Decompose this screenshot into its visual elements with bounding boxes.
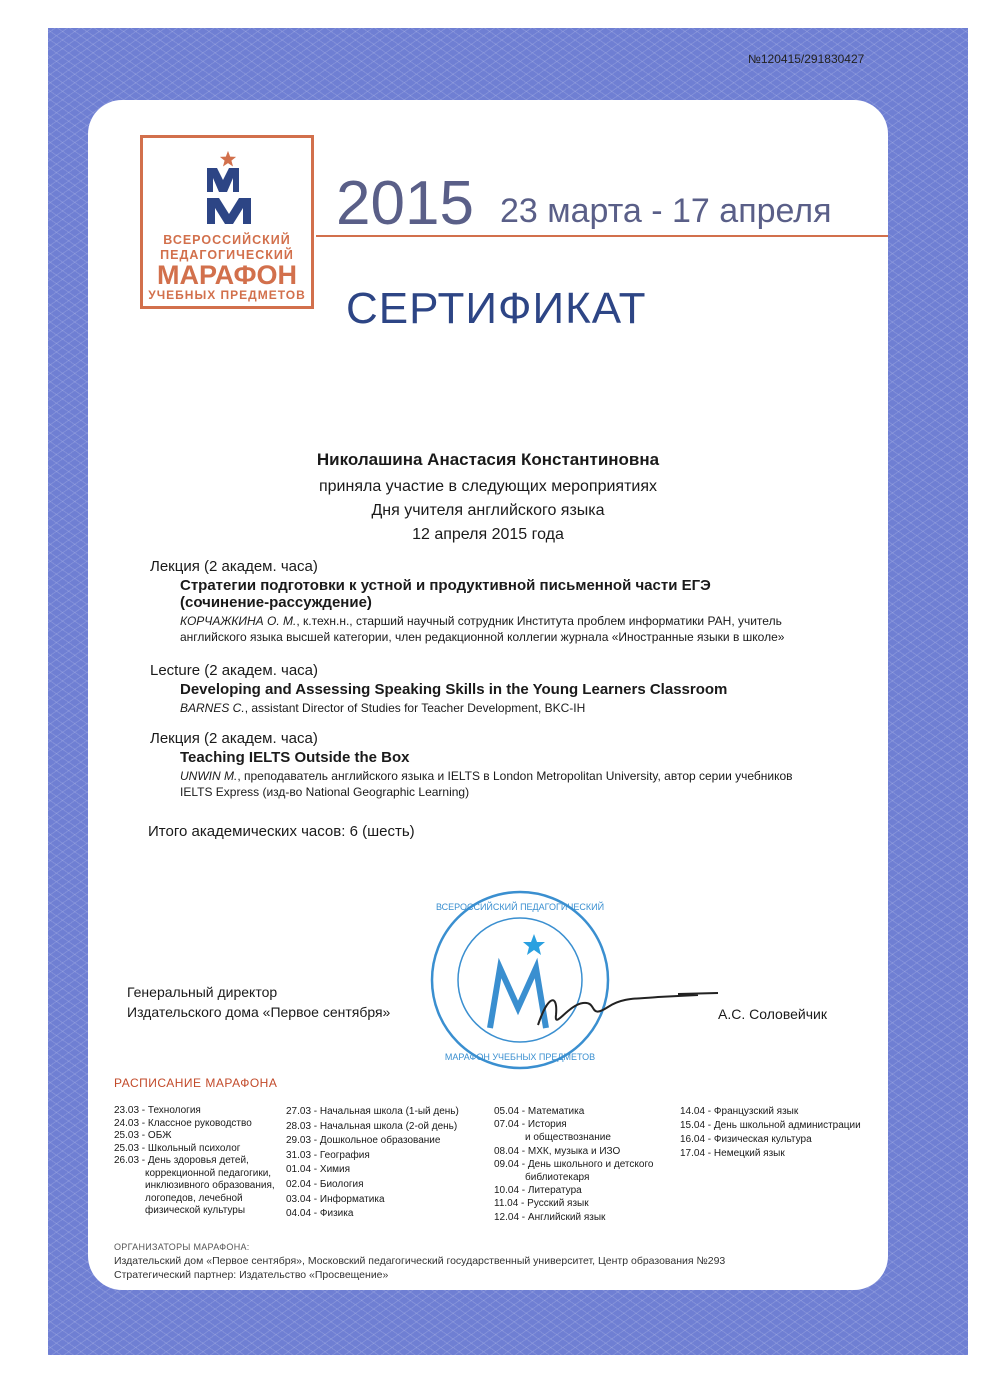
schedule-item: 12.04 - Английский язык bbox=[494, 1211, 606, 1223]
seal-stamp bbox=[428, 888, 612, 1072]
participation-text: приняла участие в следующих мероприятиях bbox=[318, 478, 658, 495]
schedule-item: 31.03 - География bbox=[286, 1149, 370, 1161]
schedule-item: 04.04 - Физика bbox=[286, 1208, 354, 1220]
lecture-title: Teaching IELTS Outside the Box bbox=[180, 749, 410, 766]
schedule-item: 29.03 - Дошкольное образование bbox=[286, 1135, 441, 1147]
schedule-item: 26.03 - День здоровья детей, bbox=[114, 1155, 249, 1166]
schedule-item-cont: логопедов, лечебной bbox=[145, 1192, 243, 1204]
event-date: 12 апреля 2015 года bbox=[412, 526, 564, 543]
logo-text-4: УЧЕБНЫХ ПРЕДМЕТОВ bbox=[148, 288, 306, 302]
lecture-title-cont: (сочинение-рассуждение) bbox=[180, 594, 372, 611]
mm-logo-icon bbox=[203, 166, 255, 226]
schedule-item: 23.03 - Технология bbox=[114, 1105, 201, 1116]
lecture-title: Developing and Assessing Speaking Skills in the Young Learners Classroom bbox=[180, 681, 728, 698]
schedule-item: 24.03 - Классное руководство bbox=[114, 1117, 252, 1129]
svg-text:МАРАФОН УЧЕБНЫХ ПРЕДМЕТОВ: МАРАФОН УЧЕБНЫХ ПРЕДМЕТОВ bbox=[444, 1052, 596, 1062]
lecture-author: КОРЧАЖКИНА О. М., к.техн.н., старший научный сотрудник Института проблем информатики РАН, учитель bbox=[180, 614, 782, 628]
schedule-item: 08.04 - МХК, музыка и ИЗО bbox=[494, 1145, 621, 1157]
schedule-item: 28.03 - Начальная школа (2-ой день) bbox=[286, 1120, 458, 1132]
director-block bbox=[127, 982, 390, 1022]
lecture-1 bbox=[150, 558, 850, 645]
lecture-3 bbox=[150, 730, 850, 800]
schedule-item: 14.04 - Французский язык bbox=[680, 1106, 799, 1117]
marathon-dates: 23 марта - 17 апреля bbox=[500, 192, 832, 230]
schedule-item-cont: библиотекаря bbox=[525, 1172, 590, 1184]
director-title: Генеральный директор bbox=[127, 984, 278, 1000]
marathon-logo bbox=[140, 135, 314, 309]
serial-number: №120415/291830427 bbox=[748, 52, 865, 66]
schedule-item-cont: физической культуры bbox=[145, 1205, 246, 1216]
schedule-col-2 bbox=[286, 1105, 459, 1222]
lecture-type: Лекция (2 академ. часа) bbox=[150, 730, 318, 747]
lecture-author-cont: IELTS Express (изд-во National Geographic Learning) bbox=[180, 785, 470, 799]
schedule-item: 07.04 - История bbox=[494, 1119, 567, 1131]
signer-name: А.С. Соловейчик bbox=[718, 1006, 827, 1022]
schedule-item: 16.04 - Физическая культура bbox=[680, 1134, 812, 1145]
schedule-col-4 bbox=[680, 1105, 861, 1161]
schedule-item: 09.04 - День школьного и детского bbox=[494, 1158, 654, 1170]
organizers-title: ОРГАНИЗАТОРЫ МАРАФОНА: bbox=[114, 1242, 250, 1252]
schedule-title: РАСПИСАНИЕ МАРАФОНА bbox=[114, 1076, 278, 1090]
schedule-item: 17.04 - Немецкий язык bbox=[680, 1148, 785, 1159]
schedule-item: 01.04 - Химия bbox=[286, 1164, 351, 1176]
lecture-author-cont: английского языка высшей категории, член редакционной коллегии журнала «Иностранные языки в школе» bbox=[180, 630, 785, 644]
schedule-item: 27.03 - Начальная школа (1-ый день) bbox=[286, 1106, 459, 1117]
logo-text-2: ПЕДАГОГИЧЕСКИЙ bbox=[160, 248, 294, 262]
logo-text-3: МАРАФОН bbox=[157, 260, 297, 290]
schedule-item-cont: коррекционной педагогики, bbox=[145, 1167, 272, 1179]
signature bbox=[528, 985, 728, 1035]
logo-text-1: ВСЕРОССИЙСКИЙ bbox=[163, 233, 291, 247]
lecture-type: Lecture (2 академ. часа) bbox=[150, 662, 319, 679]
schedule-item: 25.03 - ОБЖ bbox=[114, 1130, 172, 1141]
schedule-col-1 bbox=[114, 1105, 275, 1218]
year: 2015 bbox=[336, 169, 474, 238]
schedule-item: 10.04 - Литература bbox=[494, 1185, 582, 1197]
schedule-item: 03.04 - Информатика bbox=[286, 1193, 385, 1205]
lecture-type: Лекция (2 академ. часа) bbox=[150, 558, 318, 575]
schedule-item: 15.04 - День школьной администрации bbox=[680, 1120, 861, 1131]
event-name: Дня учителя английского языка bbox=[371, 502, 605, 519]
lecture-2 bbox=[150, 662, 850, 716]
strategic-partner: Стратегический партнер: Издательство «Просвещение» bbox=[114, 1269, 389, 1281]
recipient-name: Николашина Анастасия Константиновна bbox=[316, 450, 660, 469]
schedule-item: 11.04 - Русский язык bbox=[494, 1198, 589, 1210]
schedule-item: 25.03 - Школьный психолог bbox=[114, 1142, 241, 1154]
schedule-item: 02.04 - Биология bbox=[286, 1178, 364, 1190]
schedule-item: 05.04 - Математика bbox=[494, 1106, 585, 1117]
lecture-author: UNWIN M., преподаватель английского языка и IELTS в London Metropolitan University, автор серии учебников bbox=[180, 769, 793, 783]
schedule-col-3 bbox=[494, 1105, 653, 1224]
schedule-item-cont: и обществознание bbox=[525, 1132, 611, 1144]
schedule-item-cont: инклюзивного образования, bbox=[145, 1180, 275, 1191]
certificate-title: СЕРТИФИКАТ bbox=[346, 284, 647, 333]
lecture-author: BARNES C., assistant Director of Studies for Teacher Development, BKC-IH bbox=[180, 701, 586, 715]
total-hours: Итого академических часов: 6 (шесть) bbox=[148, 823, 415, 840]
organizers-list: Издательский дом «Первое сентября», Московский педагогический государственный университет, Центр образования №293 bbox=[114, 1255, 726, 1267]
svg-text:ВСЕРОССИЙСКИЙ ПЕДАГОГИЧЕСКИЙ: ВСЕРОССИЙСКИЙ ПЕДАГОГИЧЕСКИЙ bbox=[435, 902, 605, 912]
lecture-title: Стратегии подготовки к устной и продуктивной письменной части ЕГЭ bbox=[180, 577, 711, 594]
director-org: Издательского дома «Первое сентября» bbox=[127, 1004, 391, 1020]
